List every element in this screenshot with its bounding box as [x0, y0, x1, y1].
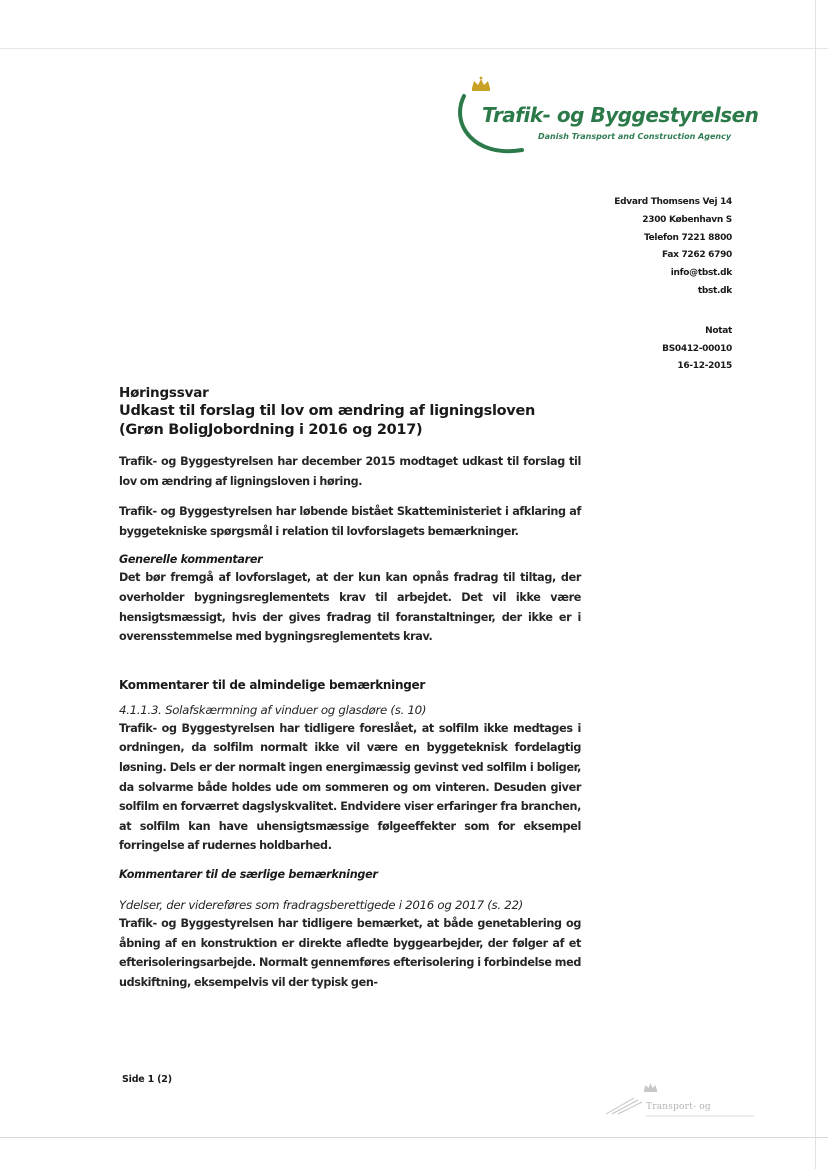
sender-address-block	[540, 194, 732, 301]
address-city: 2300 København S	[642, 214, 732, 225]
subject-title	[119, 402, 581, 440]
subject-title-line2: (Grøn BoligJobordning i 2016 og 2017)	[119, 422, 423, 438]
intro-paragraph-1: Trafik- og Byggestyrelsen har december 2015 modtaget udkast til forslag til lov om ændring af ligningsloven i høring.	[119, 455, 581, 488]
benefits-text: Trafik- og Byggestyrelsen har tidligere bemærket, at både genetablering og åbning af en konstruktion er direkte afledte byggearbejder, der følger af et efterisoleringsarbejde. Normalt gennemføres efterisolering i forbindelse med udskiftning, eksempelvis vil der typisk gen-	[119, 916, 581, 989]
memo-info-block	[540, 323, 732, 376]
general-remarks-heading: Kommentarer til de almindelige bemærkninger	[119, 677, 425, 692]
solar-shading-heading: 4.1.1.3. Solafskærmning af vinduer og glasdøre (s. 10)	[119, 702, 427, 717]
solar-shading-text: Trafik- og Byggestyrelsen har tidligere foreslået, at solfilm ikke medtages i ordningen, da solfilm normalt ikke vil være en byggeteknisk fordelagtig løsning. Dels er der normalt ingen energimæssig gevinst ved solfilm i boliger, da solvarme både holdes ude om sommeren og om vinteren. Desuden giver solfilm en forværret dagslyskvalitet. Endvidere viser erfaringer fra branchen, at solfilm kan have uhensigtsmæssige følgeeffekter som for eksempel forringelse af rudernes holdbarhed.	[119, 721, 581, 853]
general-comments-heading: Generelle kommentarer	[119, 553, 263, 567]
benefits-heading: Ydelser, der videreføres som fradragsberettigede i 2016 og 2017 (s. 22)	[119, 897, 523, 912]
memo-date: 16-12-2015	[677, 361, 732, 371]
footer-ministry-logo-icon	[604, 1080, 764, 1120]
address-phone: Telefon 7221 8800	[643, 232, 732, 243]
special-remarks-heading: Kommentarer til de særlige bemærkninger	[119, 867, 378, 881]
page-number: Side 1 (2)	[122, 1074, 172, 1085]
agency-tagline: Danish Transport and Construction Agency	[538, 132, 732, 141]
intro-paragraph-2: Trafik- og Byggestyrelsen har løbende bistået Skatteministeriet i afklaring af byggetekniske spørgsmål i relation til lovforslagets bemærkninger.	[119, 505, 581, 538]
general-comments-text: Det bør fremgå af lovforslaget, at der kun kan opnås fradrag til tiltag, der overholder bygningsreglementets krav til arbejdet. Det vil ikke være hensigtsmæssigt, hvis der gives fradrag til foranstaltninger, der ikke er i overensstemmelse med bygningsreglementets krav.	[119, 571, 581, 644]
address-website: tbst.dk	[697, 285, 732, 296]
subject-title-line1: Udkast til forslag til lov om ændring af ligningsloven	[119, 403, 536, 419]
footer-watermark	[604, 1080, 764, 1120]
memo-reference: BS0412-00010	[662, 343, 732, 354]
agency-logo	[452, 76, 759, 156]
scan-edge-top	[0, 48, 828, 49]
scan-edge-right	[815, 0, 816, 1169]
footer-ministry-name: Transport- og	[646, 1102, 711, 1112]
memo-type: Notat	[705, 326, 732, 336]
subject-label: Høringssvar	[119, 385, 209, 401]
address-fax: Fax 7262 6790	[662, 250, 732, 261]
document-body	[119, 385, 581, 1003]
agency-name: Trafik- og Byggestyrelsen	[482, 103, 759, 127]
address-email: info@tbst.dk	[670, 268, 732, 279]
scan-edge-bottom	[0, 1137, 828, 1138]
address-street: Edvard Thomsens Vej 14	[614, 197, 732, 207]
crown-icon	[472, 77, 490, 91]
